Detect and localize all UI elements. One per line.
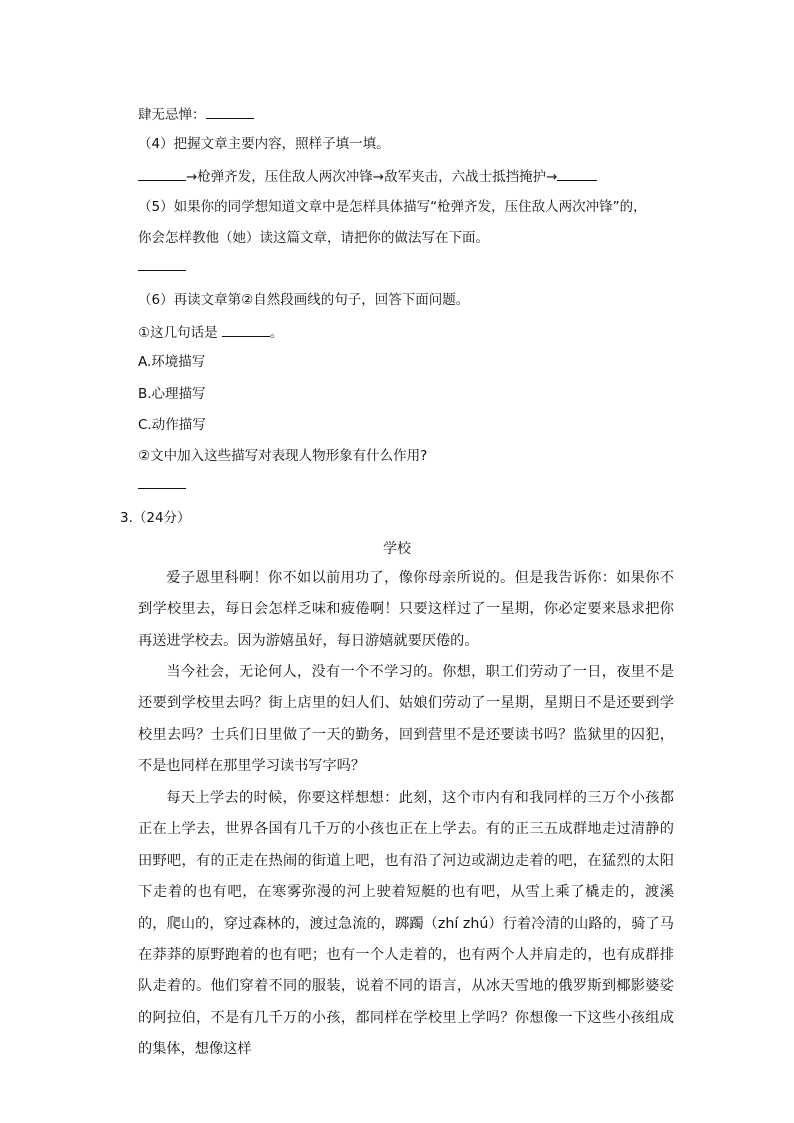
question-5-line-2: 你会怎样教他（她）读这篇文章，请把你的做法写在下面。: [138, 230, 489, 246]
question-4: （4）把握文章主要内容，照样子填一填。: [138, 136, 390, 152]
sub-question-text: ①这几句话是: [138, 325, 218, 341]
question-5-answer: [138, 256, 186, 276]
vocab-word: 肆无忌惮：: [138, 107, 206, 123]
option-c[interactable]: C.动作描写: [138, 417, 206, 433]
answer-blank[interactable]: [138, 474, 186, 489]
option-a[interactable]: A.环境描写: [138, 354, 206, 370]
answer-blank[interactable]: [557, 166, 597, 181]
passage-paragraph-3: 每天上学去的时候，你要这样想想：此刻，这个市内有和我同样的三万个小孩都正在上学去，世界各国有几千万的小孩也正在上学去。有的正三五成群地走过清静的田野吧，有的正走在热闹的街道上吧，也有沿了河边或湖边走着的吧，在猛烈的太阳下走着的也有吧，在寒雾弥漫的河上驶着短艇的也有吧，从雪上乘了橇走的，渡溪的，爬山的，穿过森林的，渡过急流的，踯躅（zhí zhú）行着冷清的山路的，骑了马在莽莽的原野跑着的也有吧；也有一个人走着的，也有两个人并肩走的，也有成群排队走着的。他们穿着不同的服装，说着不同的语言，从冰天雪地的俄罗斯到椰影婆娑的阿拉伯，不是有几千万的小孩，都同样在学校里上学吗？你想像一下这些小孩组成的集体，想像这样: [138, 790, 674, 1058]
answer-blank[interactable]: [206, 104, 254, 119]
question-6: （6）再读文章第②自然段画线的句子，回答下面问题。: [138, 292, 470, 308]
option-b[interactable]: B.心理描写: [138, 386, 206, 402]
sub-question-suffix: 。: [269, 325, 284, 341]
passage-paragraph-2: 当今社会，无论何人，没有一个不学习的。你想，职工们劳动了一日，夜里不是还要到学校里去吗？街上店里的妇人们、姑娘们劳动了一星期，星期日不是还要到学校里去吗？士兵们日里做了一天的勤务，回到营里不是还要读书吗？监狱里的囚犯，不是也同样在那里学习读书写字吗？: [138, 664, 674, 775]
question-6-sub-1: [138, 322, 283, 342]
answer-blank[interactable]: [138, 166, 186, 181]
answer-blank[interactable]: [222, 322, 270, 337]
question-6-sub-2: ②文中加入这些描写对表现人物形象有什么作用?: [138, 448, 428, 464]
sequence-text: →枪弹齐发，压住敌人两次冲锋→敌军夹击，六战士抵挡掩护→: [186, 169, 558, 185]
vocab-line-wanton: [138, 104, 254, 124]
answer-blank[interactable]: [138, 256, 186, 271]
question-6-sub-2-answer: [138, 474, 186, 494]
passage-paragraph-1: 爱子恩里科啊！你不如以前用功了，像你母亲所说的。但是我告诉你：如果你不到学校里去，每日会怎样乏味和疲倦啊！只要这样过了一星期，你必定要来恳求把你再送进学校去。因为游嬉虽好，每日游嬉就要厌倦的。: [138, 570, 674, 649]
passage-title: 学校: [383, 541, 411, 557]
section-3-header: 3.（24分）: [120, 510, 191, 526]
question-4-sequence: [138, 166, 597, 186]
question-5-line-1: （5）如果你的同学想知道文章中是怎样具体描写“枪弹齐发，压住敌人两次冲锋”的，: [138, 199, 647, 215]
